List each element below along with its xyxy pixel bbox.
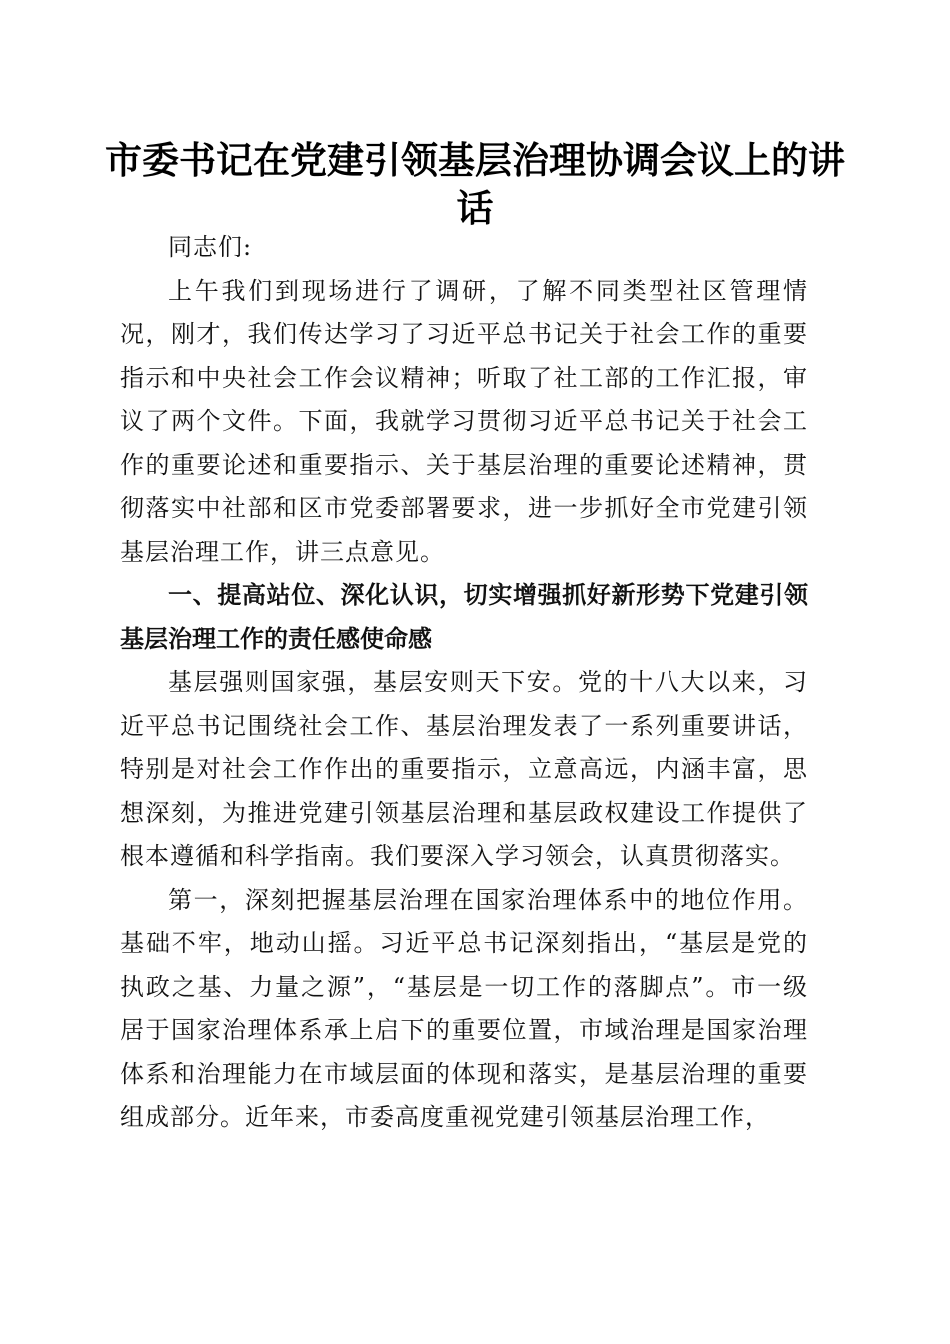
document-title: 市委书记在党建引领基层治理协调会议上的讲话 (105, 138, 845, 230)
paragraph-section-1: 基层强则国家强，基层安则天下安。党的十八大以来，习近平总书记围绕社会工作、基层治理发表了一系列重要讲话，特别是对社会工作作出的重要指示，立意高远，内涵丰富，思想深刻，为推进党建引领基层治理和基层政权建设工作提供了根本遵循和科学指南。我们要深入学习领会，认真贯彻落实。 (120, 668, 808, 870)
paragraph-point-1: 第一，深刻把握基层治理在国家治理体系中的地位作用。基础不牢，地动山摇。习近平总书记深刻指出，“基层是党的执政之基、力量之源”，“基层是一切工作的落脚点”。市一级居于国家治理体系承上启下的重要位置，市域治理是国家治理体系和治理能力在市域层面的体现和落实，是基层治理的重要组成部分。近年来，市委高度重视党建引领基层治理工作， (120, 885, 808, 1131)
paragraph-intro: 上午我们到现场进行了调研，了解不同类型社区管理情况，刚才，我们传达学习了习近平总书记关于社会工作的重要指示和中央社会工作会议精神；听取了社工部的工作汇报，审议了两个文件。下面，我就学习贯彻习近平总书记关于社会工作的重要论述和重要指示、关于基层治理的重要论述精神，贯彻落实中社部和区市党委部署要求，进一步抓好全市党建引领基层治理工作，讲三点意见。 (120, 276, 808, 566)
document-body (120, 226, 808, 1140)
salutation: 同志们: (168, 233, 253, 261)
section-heading-1: 一、提高站位、深化认识，切实增强抓好新形势下党建引领基层治理工作的责任感使命感 (120, 581, 808, 653)
